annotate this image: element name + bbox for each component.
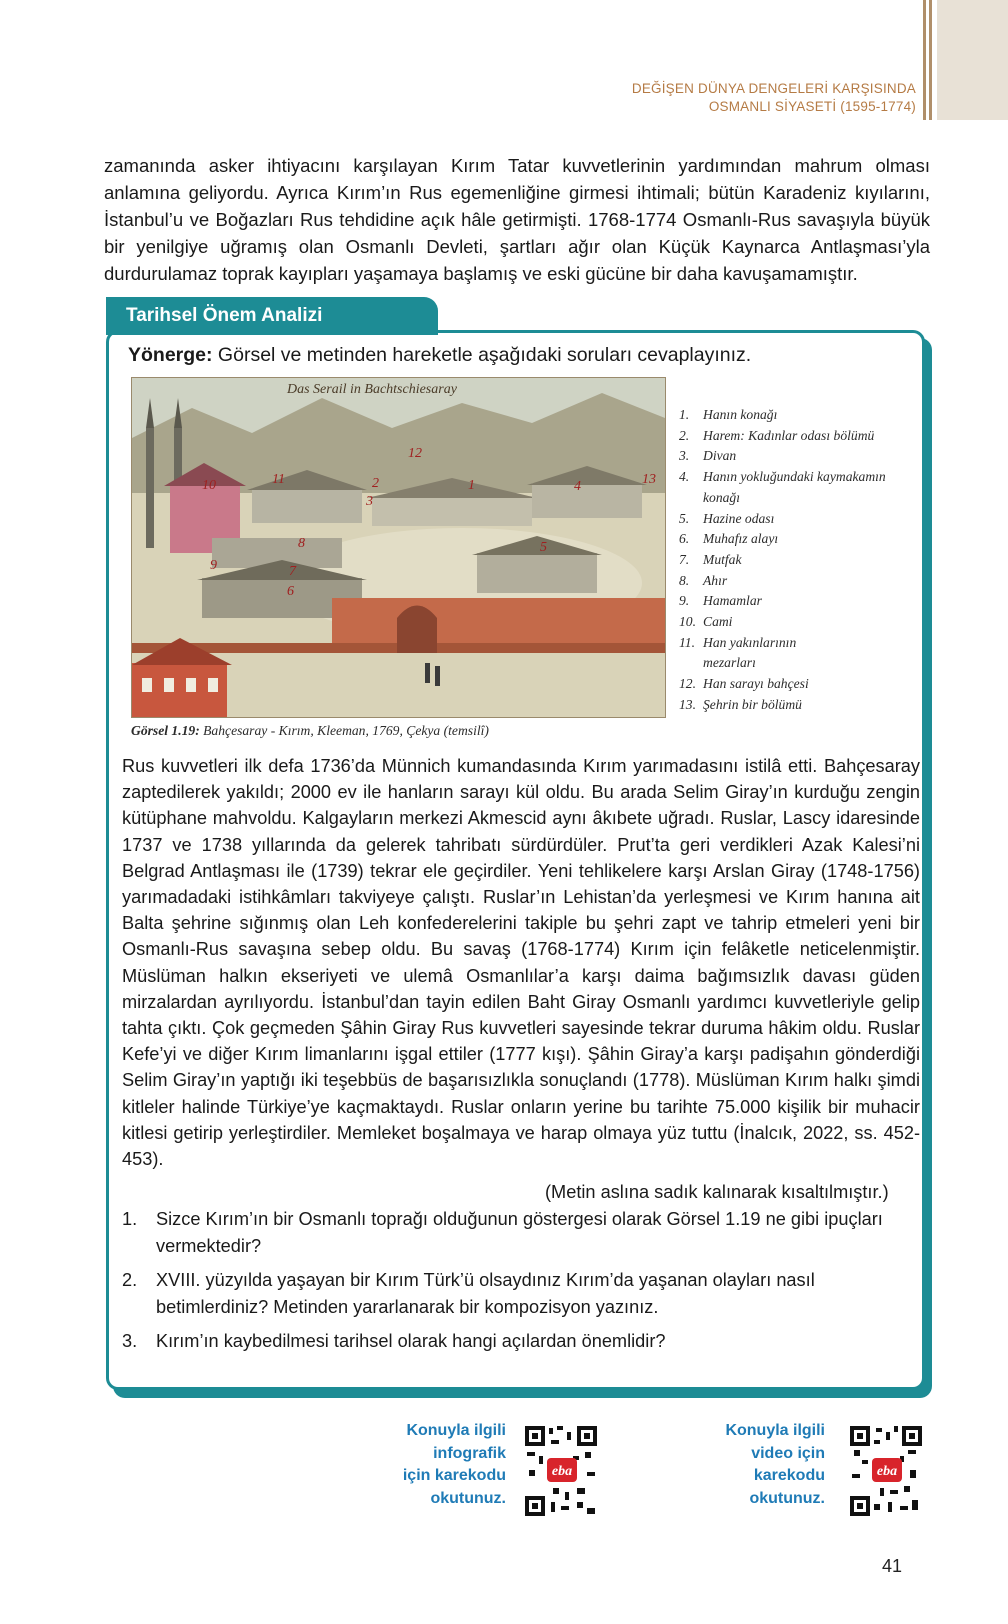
legend-text: Ahır [703,572,728,588]
header-decoration [923,0,1008,125]
legend-num [679,653,703,674]
legend-num: 3. [679,448,690,464]
marker: 2 [372,476,379,491]
legend-text: Han yakınlarının [703,634,797,650]
marker: 10 [202,478,216,493]
legend-num: 5. [679,510,690,526]
analysis-box-title: Tarihsel Önem Analizi [106,297,438,335]
marker: 1 [468,478,475,493]
qr-code-icon [525,1426,597,1516]
marker: 7 [289,564,296,579]
marker: 3 [366,494,373,509]
page-number: 41 [882,1556,903,1576]
question-text: Sizce Kırım’ın bir Osmanlı toprağı olduğunun göstergesi olarak Görsel 1.19 ne gibi ipuçları vermektedir? [156,1209,883,1256]
qr-label-line: video için [751,1444,825,1462]
running-head-line1: DEĞİŞEN DÜNYA DENGELERİ KARŞISINDA [631,81,916,96]
legend-item [679,405,909,426]
legend-item [679,591,909,612]
legend-num: 2. [679,427,690,443]
legend-text: Mutfak [703,551,742,567]
legend-num: 11. [679,634,695,650]
main-paragraph: Rus kuvvetleri ilk defa 1736’da Münnich kumandasında Kırım yarımadasını istilâ etti. Bahçesaray zaptedilerek yakıldı; 2000 ev ile hanların sarayı kül oldu. Bu arada Selim Giray’ın kurduğu zengin kütüphane mahvoldu. Kalgayların merkezi Akmescid aynı âkıbete uğradı. Ruslar, Lascy idaresinde 1737 ve 1738 yıllarında da gelerek tahribatı sürdürdüler. Prut’ta geri verdikleri Azak Kalesi’ni Belgrad Antlaşması ile (1739) tekrar ele geçirdiler. Yeni tehlikelere karşı Arslan Giray (1748-1756) yarımadadaki istihkâmları takviyeye çalıştı. Ruslar’ın Lehistan’da yerleşmesi ve Kırım hanına ait Balta şehrine sığınmış olan Leh konfederelerini takiple bu şehri zapt ve tahrip etmeleri yeni bir Osmanlı-Rus savaşına sebep oldu. Bu savaş (1768-1774) Kırım için felâketle neticelenmiştir. Müslüman halkın ekseriyeti ve ulemâ Osmanlılar’a karşı daima bağımsızlık davası güden mirzalardan ayrılıyordu. İstanbul’dan tayin edilen Baht Giray Osmanlı yardımcı kuvvetleriyle gelip tahta çıktı. Çok geçmeden Şâhin Giray Rus kuvvetleri sayesinde tekrar duruma hâkim oldu. Ruslar Kefe’yi ve diğer Kırım limanlarını işgal ettiler (1777 kışı). Şâhin Giray’a karşı padişahın gönderdiği Selim Giray’ın yaptığı iki teşebbüs de başarısızlıkla sonuçlandı (1778). Müslüman Kırım halkı şimdi kitleler halinde Türkiye’ye kaçmaktaydı. Ruslar onların yerine bu tarihte 75.000 kişilik bir muhacir kitlesi getirip yerleştirdiler. Memleket boşalmaya ve harap olmaya yüz tuttu (İnalcık, 2022, ss. 452-453). [122,756,920,1170]
qr-infographic-label [394,1420,506,1510]
qr-code-infographic[interactable] [525,1426,597,1516]
legend-text: Divan [703,448,737,464]
legend-item [679,550,909,571]
legend-item [679,674,909,695]
source-note: (Metin aslına sadık kalınarak kısaltılmıştır.) [545,1182,889,1202]
legend-num: 1. [679,407,690,422]
qr-label-line: okutunuz. [749,1489,825,1507]
caption-text: Bahçesaray - Kırım, Kleeman, 1769, Çekya (temsilî) [199,723,489,738]
legend-item [679,612,909,633]
marker: 4 [574,479,581,494]
engraving-drawing [132,378,665,717]
legend-text: Han sarayı bahçesi [703,676,809,692]
question-item [122,1206,920,1259]
header-bar [929,0,932,120]
qr-code-icon [850,1426,922,1516]
question-list [122,1206,920,1363]
instruction-text: Görsel ve metinden hareketle aşağıdaki soruları cevaplayınız. [212,344,752,366]
legend-num: 12. [679,676,696,692]
qr-label-line: karekodu [753,1467,825,1484]
marker: 9 [210,558,217,573]
engraving-title: Das Serail in Bachtschiesaray [287,382,457,397]
legend-text: mezarları [703,655,756,671]
running-head [556,80,916,116]
legend-item [679,529,909,550]
legend-num: 6. [679,531,690,547]
qr-label-line: Konuyla ilgili [406,1422,506,1439]
qr-logo-text: eba [551,1464,573,1479]
legend-item [679,571,909,592]
legend-item [679,426,909,447]
question-text: XVIII. yüzyılda yaşayan bir Kırım Türk’ü olsaydınız Kırım’da yaşanan olayları nasıl betimlerdiniz? Metinden yararlanarak bir kompozisyon yazınız. [156,1270,815,1317]
legend-item [679,653,909,674]
legend-item [679,695,909,716]
marker: 11 [272,472,285,487]
legend-text: Cami [703,614,733,630]
legend-text: Hanın yokluğundaki kaymakamın [703,469,886,485]
qr-logo-text: eba [876,1464,898,1479]
legend-num: 4. [679,469,690,485]
question-number: 3. [122,1331,138,1351]
marker: 5 [540,540,547,555]
marker: 12 [408,446,422,461]
legend-item [679,488,909,509]
question-number: 2. [122,1270,138,1290]
header-panel [937,0,1008,120]
legend-num: 10. [679,614,696,630]
running-head-line2: OSMANLI SİYASETİ (1595-1774) [708,99,916,114]
legend-text: Muhafız alayı [703,531,779,547]
legend-text: Şehrin bir bölümü [703,696,802,712]
legend-text: Hamamlar [703,593,762,609]
legend-item [679,446,909,467]
intro-paragraph: zamanında asker ihtiyacını karşılayan Kırım Tatar kuvvetlerinin yardımından mahrum olması anlamına geliyordu. Ayrıca Kırım’ın Rus egemenliğine girmesi ihtimali; bütün Karadeniz kıyılarını, İstanbul’u ve Boğazları Rus tehdidine açık hâle getirmişti. 1768-1774 Osmanlı-Rus savaşıyla büyük bir yenilgiye uğramış olan Osmanlı Devleti, şartları ağır olan Küçük Kaynarca Antlaşması’yla durdurulamaz toprak kayıpları yaşamaya başlamış ve eski gücüne bir daha kavuşamamıştır. [104,155,930,284]
legend-num: 7. [679,551,690,567]
engraving-image [131,377,666,718]
qr-label-line: infografik [433,1444,506,1462]
legend-text: konağı [703,489,740,505]
qr-code-video[interactable] [850,1426,922,1516]
instruction [128,342,751,368]
legend-text: Hazine odası [703,510,775,526]
figure-legend [679,405,909,716]
legend-text: Harem: Kadınlar odası bölümü [703,427,875,443]
qr-label-line: Konuyla ilgili [725,1422,825,1439]
question-item [122,1267,920,1320]
legend-item [679,509,909,530]
instruction-label: Yönerge: [128,344,213,366]
question-number: 1. [122,1209,138,1229]
legend-item [679,467,909,488]
question-item [122,1328,920,1355]
legend-num: 9. [679,593,690,609]
figure-caption [131,723,489,739]
legend-num: 13. [679,696,696,712]
legend-text: Hanın konağı [703,407,778,422]
qr-video-label [713,1420,825,1510]
qr-label-line: için karekodu [402,1467,506,1484]
caption-label: Görsel 1.19: [131,723,200,738]
legend-num [679,488,703,509]
qr-label-line: okutunuz. [430,1489,506,1507]
question-text: Kırım’ın kaybedilmesi tarihsel olarak hangi açılardan önemlidir? [156,1331,666,1351]
marker: 8 [298,536,305,551]
header-bar [923,0,926,120]
legend-item [679,633,909,654]
marker: 6 [287,584,294,599]
marker: 13 [642,472,656,487]
legend-num: 8. [679,572,690,588]
